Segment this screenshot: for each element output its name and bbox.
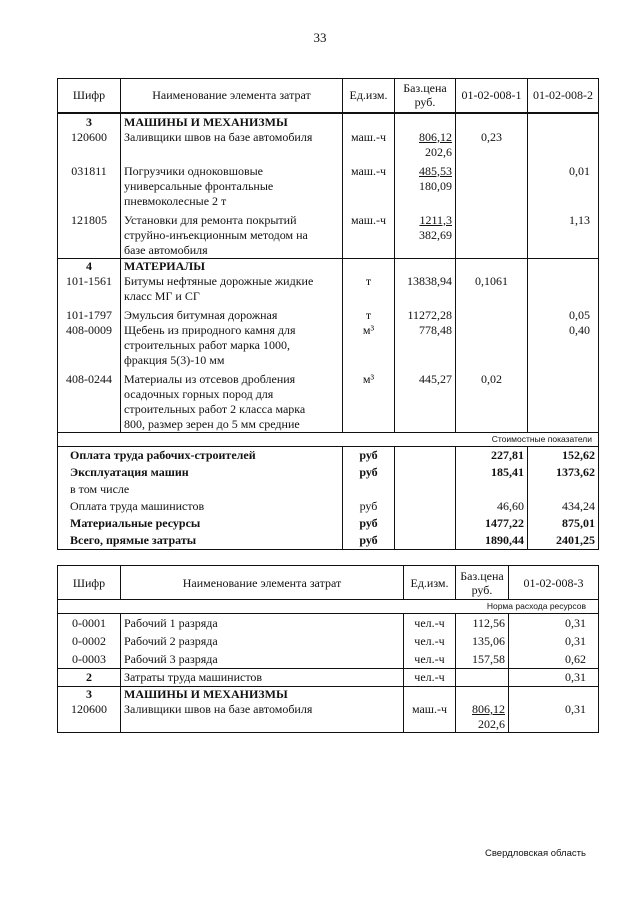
- row-price: 1211,3 382,69: [395, 209, 456, 259]
- summary-label: Оплата труда рабочих-строителей: [70, 447, 256, 462]
- summary-label: Эксплуатация машин: [70, 464, 189, 479]
- row-value-1: [456, 160, 528, 209]
- row-name: Материалы из отсевов дробления осадочных горных пород для строительных работ 2 класса марка 800, размер зерен до 5 мм средние: [121, 368, 343, 433]
- row-value-2: [528, 130, 599, 160]
- row-value-2: 0,05: [528, 304, 599, 323]
- header-code: Шифр: [58, 79, 121, 113]
- row-price: 778,48: [395, 323, 456, 368]
- section-title: МАШИНЫ И МЕХАНИЗМЫ: [121, 113, 343, 130]
- row-code: 031811: [71, 163, 107, 178]
- summary-value-1: 1890,44: [456, 532, 528, 550]
- row-unit: м³: [343, 323, 395, 368]
- table-row: [58, 160, 599, 209]
- summary-value-1: 185,41: [456, 464, 528, 481]
- row-unit: т: [343, 304, 395, 323]
- row-unit: чел.-ч: [404, 632, 456, 650]
- row-name: Установки для ремонта покрытий струйно-инъекционным методом на базе автомобиля: [121, 209, 343, 259]
- footer-region: Свердловская область: [485, 848, 586, 859]
- row-name: Заливщики швов на базе автомобиля: [121, 130, 343, 160]
- row-name: Погрузчики одноковшовые универсальные фронтальные пневмоколесные 2 т: [121, 160, 343, 209]
- summary-label: Материальные ресурсы: [70, 515, 201, 530]
- summary-row: [58, 446, 599, 464]
- section-number: 3: [86, 687, 92, 701]
- row-code: 101-1797: [66, 307, 112, 322]
- table-row: [58, 323, 599, 368]
- summary-label: в том числе: [70, 481, 130, 496]
- section-row: [58, 669, 599, 687]
- summary-row: [58, 515, 599, 532]
- page-number: 33: [313, 30, 327, 45]
- row-name: Эмульсия битумная дорожная: [121, 304, 343, 323]
- row-price: 445,27: [395, 368, 456, 433]
- row-code: 0-0001: [72, 616, 106, 630]
- table-row: [58, 274, 599, 304]
- summary-value-1: 227,81: [456, 446, 528, 464]
- row-name: Щебень из природного камня для строительных работ марка 1000, фракция 5(3)-10 мм: [121, 323, 343, 368]
- summary-row: [58, 498, 599, 515]
- row-code: 408-0244: [66, 371, 112, 386]
- row-price: 13838,94: [395, 274, 456, 304]
- row-code: 0-0003: [72, 652, 106, 666]
- summary-unit: руб: [343, 498, 395, 515]
- row-value-1: 0,31: [509, 669, 599, 687]
- row-name: Заливщики швов на базе автомобиля: [121, 702, 404, 733]
- row-name: Рабочий 1 разряда: [121, 614, 404, 633]
- resource-table-2: [57, 565, 599, 733]
- norm-caption: Норма расхода ресурсов: [486, 601, 586, 611]
- summary-value-2: 875,01: [528, 515, 599, 532]
- resource-table-1: [57, 78, 599, 550]
- summary-row: [58, 464, 599, 481]
- summary-row: [58, 481, 599, 498]
- row-value-1: 0,31: [509, 632, 599, 650]
- section-number: 2: [86, 670, 92, 684]
- row-value-1: 0,1061: [456, 274, 528, 304]
- summary-value-1: 1477,22: [456, 515, 528, 532]
- section-number: 4: [58, 258, 121, 274]
- row-unit: маш.-ч: [343, 160, 395, 209]
- header-unit: Ед.изм.: [343, 79, 395, 113]
- summary-unit: руб: [343, 515, 395, 532]
- row-code: 408-0009: [66, 322, 112, 337]
- row-code: 101-1561: [66, 273, 112, 288]
- section-row: [58, 687, 599, 703]
- row-value-2: 1,13: [528, 209, 599, 259]
- row-code: 121805: [71, 212, 107, 227]
- row-value-1: [456, 323, 528, 368]
- row-unit: маш.-ч: [343, 209, 395, 259]
- table-row: [58, 632, 599, 650]
- section-title: Затраты труда машинистов: [121, 669, 404, 687]
- summary-value-1: 46,60: [456, 498, 528, 515]
- table-row: [58, 130, 599, 160]
- row-unit: маш.-ч: [404, 702, 456, 733]
- summary-row: [58, 532, 599, 550]
- summary-unit: руб: [343, 464, 395, 481]
- summary-label: Всего, прямые затраты: [70, 532, 197, 547]
- row-price: 135,06: [456, 632, 509, 650]
- summary-value-2: 2401,25: [528, 532, 599, 550]
- header-base-price: Баз.цена руб.: [395, 79, 456, 113]
- summary-label: Оплата труда машинистов: [70, 498, 205, 513]
- table-row: [58, 614, 599, 633]
- row-value-1: [456, 304, 528, 323]
- summary-unit: руб: [343, 446, 395, 464]
- row-price: 485,53 180,09: [395, 160, 456, 209]
- row-value-1: 0,02: [456, 368, 528, 433]
- row-value-1: 0,62: [509, 650, 599, 669]
- summary-value-2: 434,24: [528, 498, 599, 515]
- row-name: Битумы нефтяные дорожные жидкие класс МГ и СГ: [121, 274, 343, 304]
- row-name: Рабочий 3 разряда: [121, 650, 404, 669]
- row-price: 11272,28: [395, 304, 456, 323]
- row-unit: чел.-ч: [404, 614, 456, 633]
- row-unit: чел.-ч: [404, 650, 456, 669]
- cost-indicators-caption: Стоимостные показатели: [58, 432, 599, 446]
- summary-value-2: 152,62: [528, 446, 599, 464]
- header-col-1: 01-02-008-3: [509, 566, 599, 600]
- row-value-1: [456, 209, 528, 259]
- summary-value-2: 1373,62: [528, 464, 599, 481]
- row-price: 806,12 202,6: [456, 702, 509, 733]
- row-value-2: [528, 274, 599, 304]
- header-col-2: 01-02-008-2: [528, 79, 599, 113]
- section-number: 3: [86, 114, 92, 129]
- row-price: 157,58: [456, 650, 509, 669]
- table-row: [58, 304, 599, 323]
- row-value-1: 0,31: [509, 614, 599, 633]
- header-name: Наименование элемента затрат: [121, 79, 343, 113]
- section-title: МАТЕРИАЛЫ: [121, 258, 343, 274]
- table-row: [58, 209, 599, 259]
- row-value-2: [528, 368, 599, 433]
- header-base-price: Баз.цена руб.: [456, 566, 509, 600]
- row-name: Рабочий 2 разряда: [121, 632, 404, 650]
- summary-unit: руб: [343, 532, 395, 550]
- row-value-1: 0,23: [456, 130, 528, 160]
- row-value-2: 0,01: [528, 160, 599, 209]
- table-row: [58, 368, 599, 433]
- row-code: 120600: [71, 129, 107, 144]
- header-name: Наименование элемента затрат: [121, 566, 404, 600]
- row-unit: м³: [343, 368, 395, 433]
- table-row: [58, 650, 599, 669]
- row-code: 0-0002: [72, 634, 106, 648]
- header-unit: Ед.изм.: [404, 566, 456, 600]
- header-col-1: 01-02-008-1: [456, 79, 528, 113]
- row-unit: маш.-ч: [343, 130, 395, 160]
- section-title: МАШИНЫ И МЕХАНИЗМЫ: [121, 687, 404, 703]
- row-code: 120600: [71, 702, 107, 716]
- header-code: Шифр: [58, 566, 121, 600]
- row-value-1: 0,31: [509, 702, 599, 733]
- row-price: 112,56: [456, 614, 509, 633]
- row-unit: чел.-ч: [404, 669, 456, 687]
- row-unit: т: [343, 274, 395, 304]
- row-price: 806,12 202,6: [395, 130, 456, 160]
- row-value-2: 0,40: [528, 323, 599, 368]
- table-row: [58, 702, 599, 733]
